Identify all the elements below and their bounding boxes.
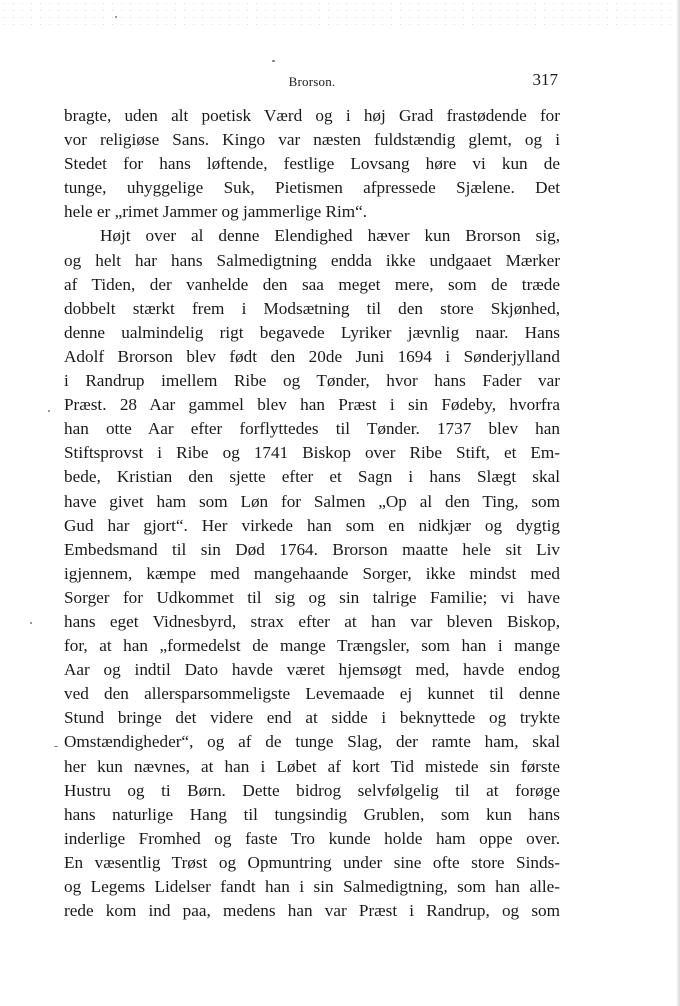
text-line: hans naturlige Hang til tungsindig Grublen, som kun hans <box>64 804 560 824</box>
text-line: Stiftsprovst i Ribe og 1741 Biskop over Ribe Stift, et Em- <box>64 443 560 463</box>
text-line: Stedet for hans løftende, festlige Lovsang høre vi kun de <box>64 154 560 174</box>
text-line: tunge, uhyggelige Suk, Pietismen afpressede Sjælene. Det <box>64 178 560 198</box>
scan-speck <box>115 16 117 18</box>
scan-speck <box>54 746 58 747</box>
text-line: denne ualmindelig rigt begavede Lyriker jævnlig naar. Hans <box>64 322 560 342</box>
text-line: Hustru og ti Børn. Dette bidrog selvfølgelig til at forøge <box>64 780 560 800</box>
page-edge-shadow <box>676 0 680 1006</box>
running-head: Brorson. <box>288 74 336 89</box>
text-line: Adolf Brorson blev født den 20de Juni 1694 i Sønderjylland <box>64 346 560 366</box>
text-line: inderlige Fromhed og faste Tro kunde holde ham oppe over. <box>64 828 560 848</box>
text-line: dobbelt stærkt frem i Modsætning til den store Skjønhed, <box>64 298 560 318</box>
scan-speck <box>48 410 50 412</box>
page-number: 317 <box>532 70 558 89</box>
text-line: bragte, uden alt poetisk Værd og i høj Grad frastødende for <box>64 106 560 125</box>
body-text <box>64 104 560 923</box>
text-line: Aar og indtil Dato havde været hjemsøgt med, havde endog <box>64 660 560 680</box>
text-line: En væsentlig Trøst og Opmuntring under sine ofte store Sinds- <box>64 852 560 872</box>
text-line: Præst. 28 Aar gammel blev han Præst i sin Fødeby, hvorfra <box>64 395 560 415</box>
text-line: ved den allersparsommeligste Levemaade ej kunnet til denne <box>64 684 560 704</box>
text-line: og Legems Lidelser fandt han i sin Salmedigtning, som han alle- <box>64 877 560 896</box>
text-line: have givet ham som Løn for Salmen „Op al den Ting, som <box>64 491 560 511</box>
text-line: igjennem, kæmpe med mangehaande Sorger, ikke mindst med <box>64 563 560 583</box>
scan-speck <box>272 60 275 62</box>
text-line: bede, Kristian den sjette efter et Sagn i hans Slægt skal <box>64 467 560 487</box>
text-line: hele er „rimet Jammer og jammerlige Rim“. <box>64 202 368 222</box>
scan-edge-noise <box>0 0 680 30</box>
text-line: rede kom ind paa, medens han var Præst i Randrup, og som <box>64 901 560 921</box>
text-line: Højt over al denne Elendighed hæver kun Brorson sig, <box>100 226 560 246</box>
text-line: hans eget Vidnesbyrd, strax efter at han var bleven Biskop, <box>64 611 560 631</box>
text-line: Stund bringe det videre end at sidde i beknyttede og trykte <box>64 708 560 728</box>
text-line: og helt har hans Salmedigtning endda ikke undgaaet Mærker <box>64 250 560 270</box>
text-line: Omstændigheder“, og af de tunge Slag, der ramte ham, skal <box>64 732 560 752</box>
text-line: vor religiøse Sans. Kingo var næsten fuldstændig glemt, og i <box>64 130 560 150</box>
text-line: her kun nævnes, at han i Løbet af kort Tid mistede sin første <box>64 756 560 776</box>
text-line: Sorger for Udkommet til sig og sin talrige Familie; vi have <box>64 587 560 607</box>
scan-speck <box>30 622 32 624</box>
page-header <box>62 66 562 96</box>
text-line: Gud har gjort“. Her virkede han som en nidkjær og dygtig <box>64 515 560 535</box>
text-line: Embedsmand til sin Død 1764. Brorson maatte hele sit Liv <box>64 539 560 559</box>
text-line: af Tiden, der vanhelde den saa meget mere, som de træde <box>64 274 560 294</box>
text-line: han otte Aar efter forflyttedes til Tønder. 1737 blev han <box>64 419 560 439</box>
text-line: for, at han „formedelst de mange Trængsler, som han i mange <box>64 636 560 656</box>
text-line: i Randrup imellem Ribe og Tønder, hvor hans Fader var <box>64 371 560 391</box>
